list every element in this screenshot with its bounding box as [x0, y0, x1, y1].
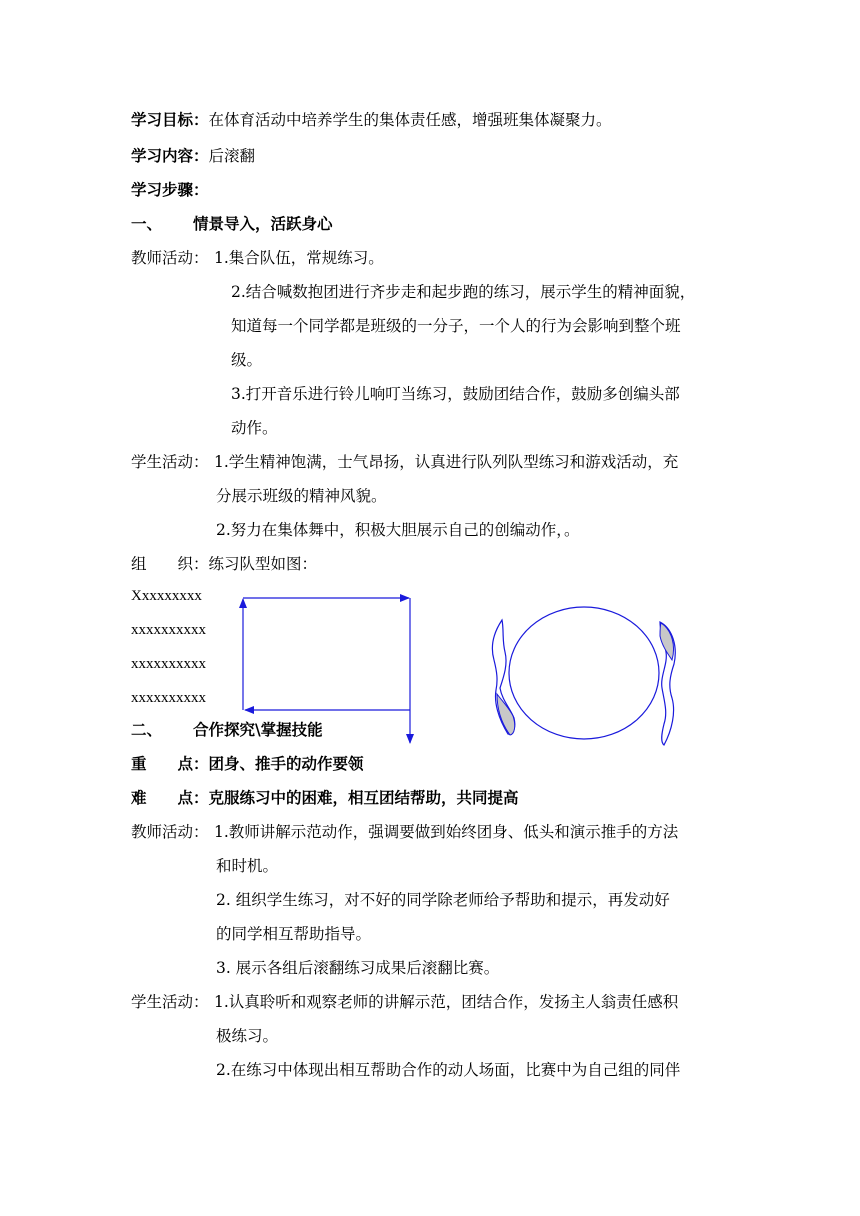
- left-swirl-shade: [497, 694, 515, 735]
- section1-number: 一、: [131, 214, 163, 233]
- teacher2-item1-line2: 和时机。: [216, 857, 279, 875]
- student1-label: 学生活动：: [131, 453, 209, 471]
- difficulty-text: 克服练习中的困难，相互团结帮助，共同提高: [208, 788, 519, 807]
- content-text: 后滚翻: [208, 147, 256, 165]
- section2-title: 合作探究\掌握技能: [193, 720, 323, 739]
- organization-text: 练习队型如图：: [208, 555, 318, 573]
- goal-label: 学习目标：: [131, 110, 209, 129]
- section2-number: 二、: [131, 720, 163, 739]
- key-point-line: [131, 754, 364, 774]
- teacher1-label: 教师活动：: [131, 249, 209, 267]
- formation-row: xxxxxxxxxx: [131, 622, 206, 638]
- goal-text: 在体育活动中培养学生的集体责任感，增强班集体凝聚力。: [208, 111, 612, 129]
- content-label: 学习内容：: [131, 146, 209, 165]
- student1-item1-line2: 分展示班级的精神风貌。: [216, 487, 387, 505]
- teacher2-item1-line1: 1.教师讲解示范动作，强调要做到始终团身、低头和演示推手的方法: [214, 823, 679, 841]
- formation-row: xxxxxxxxxx: [131, 690, 206, 706]
- student2-label: 学生活动：: [131, 993, 209, 1011]
- circle-formation: [509, 607, 659, 739]
- teacher1-item3-line1: 3.打开音乐进行铃儿响叮当练习，鼓励团结合作，鼓励多创编头部: [231, 385, 680, 403]
- student2-item2-line1: 2.在练习中体现出相互帮助合作的动人场面，比赛中为自己组的同伴: [216, 1061, 681, 1079]
- student1-item1-line1: 1.学生精神饱满，士气昂扬，认真进行队列队型练习和游戏活动，充: [214, 453, 679, 471]
- teacher1-item2-line1: 2.结合喊数抱团进行齐步走和起步跑的练习，展示学生的精神面貌，: [231, 283, 696, 301]
- key-point-text: 团身、推手的动作要领: [208, 754, 364, 773]
- teacher2-label: 教师活动：: [131, 823, 209, 841]
- steps-label: 学习步骤：: [131, 180, 209, 199]
- teacher1-item2-line2: 知道每一个同学都是班级的一分子，一个人的行为会影响到整个班: [231, 317, 681, 335]
- difficulty-line: [131, 788, 519, 808]
- organization-label: 组 织：: [131, 555, 209, 573]
- teacher1-item2-line3: 级。: [231, 351, 263, 369]
- student1-item2: 2.努力在集体舞中，积极大胆展示自己的创编动作，。: [216, 521, 580, 539]
- formation-row: Xxxxxxxxx: [131, 588, 202, 604]
- key-point-label: 重 点：: [131, 754, 209, 773]
- teacher2-item3: 3. 展示各组后滚翻练习成果后滚翻比赛。: [216, 959, 500, 977]
- student2-item1-line2: 极练习。: [216, 1027, 279, 1045]
- difficulty-label: 难 点：: [131, 788, 209, 807]
- teacher2-item2-line2: 的同学相互帮助指导。: [216, 925, 372, 943]
- formation-row: xxxxxxxxxx: [131, 656, 206, 672]
- teacher1-item1: 1.集合队伍，常规练习。: [214, 249, 384, 267]
- student2-item1-line1: 1.认真聆听和观察老师的讲解示范，团结合作，发扬主人翁责任感积: [214, 993, 679, 1011]
- teacher2-item2-line1: 2. 组织学生练习，对不好的同学除老师给予帮助和提示，再发动好: [216, 891, 670, 909]
- teacher1-item3-line2: 动作。: [231, 419, 278, 437]
- section1-title: 情景导入，活跃身心: [193, 214, 333, 233]
